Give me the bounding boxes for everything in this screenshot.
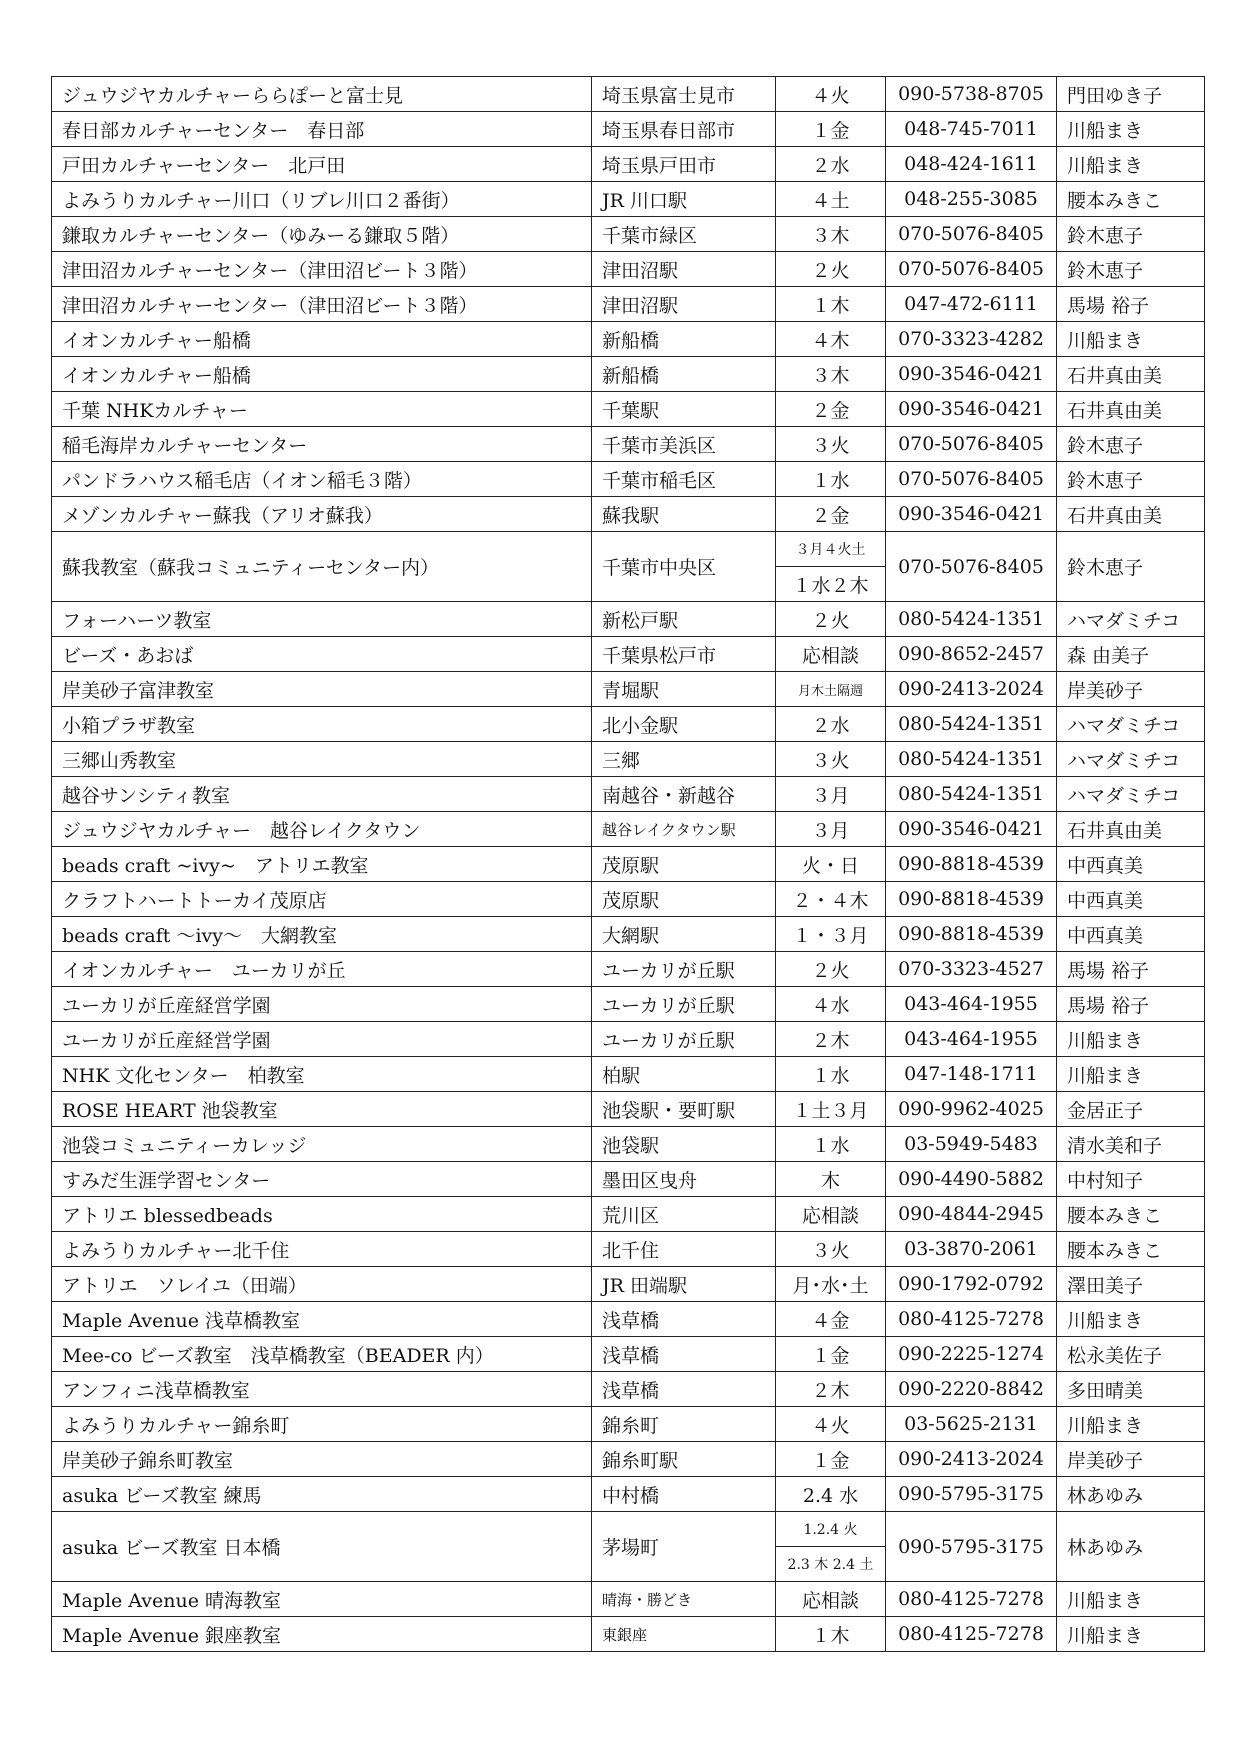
classroom-schedule: ３月 [776, 777, 886, 812]
classroom-schedule: １水 [776, 462, 886, 497]
classroom-schedule: ４火 [776, 77, 886, 112]
classroom-schedule: ２火 [776, 252, 886, 287]
classroom-location: 池袋駅 [592, 1127, 776, 1162]
phone-number: 043-464-1955 [886, 1022, 1057, 1057]
classroom-location: 新船橋 [592, 322, 776, 357]
classroom-location: ユーカリが丘駅 [592, 987, 776, 1022]
table-row [52, 112, 1205, 147]
phone-number: 090-3546-0421 [886, 812, 1057, 847]
table-row [52, 882, 1205, 917]
classroom-schedule: ３火 [776, 427, 886, 462]
table-row [52, 1127, 1205, 1162]
table-row [52, 742, 1205, 777]
teacher-name: 川船まき [1057, 1407, 1205, 1442]
teacher-name: 岸美砂子 [1057, 672, 1205, 707]
teacher-name: 川船まき [1057, 147, 1205, 182]
phone-number: 047-148-1711 [886, 1057, 1057, 1092]
phone-number: 090-3546-0421 [886, 392, 1057, 427]
classroom-location: 青堀駅 [592, 672, 776, 707]
classroom-location: 池袋駅・要町駅 [592, 1092, 776, 1127]
phone-number: 070-5076-8405 [886, 427, 1057, 462]
teacher-name: 馬場 裕子 [1057, 952, 1205, 987]
classroom-name: メゾンカルチャー蘇我（アリオ蘇我） [52, 497, 592, 532]
phone-number: 048-424-1611 [886, 147, 1057, 182]
classroom-name: 稲毛海岸カルチャーセンター [52, 427, 592, 462]
classroom-schedule: １水 [776, 1127, 886, 1162]
phone-number: 047-472-6111 [886, 287, 1057, 322]
classroom-location: 津田沼駅 [592, 287, 776, 322]
classroom-name: beads craft ~ivy~ アトリエ教室 [52, 847, 592, 882]
classroom-name: ジュウジヤカルチャー 越谷レイクタウン [52, 812, 592, 847]
teacher-name: 中西真美 [1057, 882, 1205, 917]
classroom-location: 浅草橋 [592, 1372, 776, 1407]
teacher-name: 石井真由美 [1057, 497, 1205, 532]
classroom-schedule [776, 1512, 886, 1582]
classroom-name: 池袋コミュニティーカレッジ [52, 1127, 592, 1162]
classroom-schedule: ３木 [776, 357, 886, 392]
classroom-schedule: 月･水･土 [776, 1267, 886, 1302]
classroom-schedule: ２金 [776, 497, 886, 532]
classroom-schedule: １木 [776, 1617, 886, 1652]
table-row [52, 1582, 1205, 1617]
classroom-schedule: ４火 [776, 1407, 886, 1442]
teacher-name: 鈴木恵子 [1057, 427, 1205, 462]
classroom-location: 蘇我駅 [592, 497, 776, 532]
table-row [52, 847, 1205, 882]
teacher-name: 松永美佐子 [1057, 1337, 1205, 1372]
phone-number: 090-4490-5882 [886, 1162, 1057, 1197]
classroom-location: JR 川口駅 [592, 182, 776, 217]
teacher-name: 中村知子 [1057, 1162, 1205, 1197]
table-row [52, 147, 1205, 182]
classroom-location: 三郷 [592, 742, 776, 777]
classroom-schedule: ４金 [776, 1302, 886, 1337]
classroom-name: Maple Avenue 銀座教室 [52, 1617, 592, 1652]
classroom-location: 茂原駅 [592, 847, 776, 882]
classroom-location: 千葉市稲毛区 [592, 462, 776, 497]
classroom-name: すみだ生涯学習センター [52, 1162, 592, 1197]
classroom-name: asuka ビーズ教室 練馬 [52, 1477, 592, 1512]
teacher-name: 川船まき [1057, 1617, 1205, 1652]
teacher-name: ハマダミチコ [1057, 602, 1205, 637]
table-row [52, 987, 1205, 1022]
classroom-location: 錦糸町 [592, 1407, 776, 1442]
teacher-name: 中西真美 [1057, 917, 1205, 952]
table-row [52, 357, 1205, 392]
teacher-name: 門田ゆき子 [1057, 77, 1205, 112]
phone-number: 090-2225-1274 [886, 1337, 1057, 1372]
classroom-name: アトリエ ソレイユ（田端） [52, 1267, 592, 1302]
table-row [52, 1302, 1205, 1337]
teacher-name: 川船まき [1057, 1057, 1205, 1092]
teacher-name: 石井真由美 [1057, 357, 1205, 392]
teacher-name: 川船まき [1057, 1302, 1205, 1337]
teacher-name: 多田晴美 [1057, 1372, 1205, 1407]
classroom-name: 春日部カルチャーセンター 春日部 [52, 112, 592, 147]
phone-number: 080-4125-7278 [886, 1582, 1057, 1617]
teacher-name: 馬場 裕子 [1057, 987, 1205, 1022]
table-row [52, 252, 1205, 287]
table-row [52, 1477, 1205, 1512]
table-row [52, 497, 1205, 532]
classroom-location: 埼玉県戸田市 [592, 147, 776, 182]
classroom-location: 千葉市美浜区 [592, 427, 776, 462]
table-row [52, 777, 1205, 812]
phone-number: 090-1792-0792 [886, 1267, 1057, 1302]
phone-number: 090-2220-8842 [886, 1372, 1057, 1407]
classroom-name: NHK 文化センター 柏教室 [52, 1057, 592, 1092]
phone-number: 03-3870-2061 [886, 1232, 1057, 1267]
teacher-name: 川船まき [1057, 322, 1205, 357]
teacher-name: ハマダミチコ [1057, 707, 1205, 742]
classroom-name: アンフィニ浅草橋教室 [52, 1372, 592, 1407]
classroom-name: よみうりカルチャー北千住 [52, 1232, 592, 1267]
phone-number: 090-3546-0421 [886, 357, 1057, 392]
classroom-location: ユーカリが丘駅 [592, 952, 776, 987]
classroom-schedule: ２金 [776, 392, 886, 427]
phone-number: 070-5076-8405 [886, 217, 1057, 252]
classroom-location: 越谷レイクタウン駅 [592, 812, 776, 847]
phone-number: 090-4844-2945 [886, 1197, 1057, 1232]
classroom-schedule: 応相談 [776, 637, 886, 672]
classroom-name: Maple Avenue 浅草橋教室 [52, 1302, 592, 1337]
classroom-name: パンドラハウス稲毛店（イオン稲毛３階） [52, 462, 592, 497]
classroom-location: 千葉県松戸市 [592, 637, 776, 672]
classroom-location: 千葉市緑区 [592, 217, 776, 252]
table-row [52, 392, 1205, 427]
phone-number: 080-4125-7278 [886, 1302, 1057, 1337]
classroom-name: ジュウジヤカルチャーららぽーと富士見 [52, 77, 592, 112]
classroom-location: 北千住 [592, 1232, 776, 1267]
phone-number: 090-5795-3175 [886, 1512, 1057, 1582]
classroom-schedule: １金 [776, 1337, 886, 1372]
classroom-location: 東銀座 [592, 1617, 776, 1652]
classroom-location: 新船橋 [592, 357, 776, 392]
classroom-schedule: 木 [776, 1162, 886, 1197]
table-row [52, 672, 1205, 707]
teacher-name: ハマダミチコ [1057, 742, 1205, 777]
teacher-name: 岸美砂子 [1057, 1442, 1205, 1477]
table-row [52, 637, 1205, 672]
teacher-name: 金居正子 [1057, 1092, 1205, 1127]
phone-number: 070-5076-8405 [886, 532, 1057, 602]
table-row [52, 1372, 1205, 1407]
classroom-name: ROSE HEART 池袋教室 [52, 1092, 592, 1127]
teacher-name: 馬場 裕子 [1057, 287, 1205, 322]
classroom-location: 錦糸町駅 [592, 1442, 776, 1477]
classroom-name: 鎌取カルチャーセンター（ゆみーる鎌取５階） [52, 217, 592, 252]
classroom-schedule: ２木 [776, 1022, 886, 1057]
classroom-location: 北小金駅 [592, 707, 776, 742]
table-row [52, 707, 1205, 742]
phone-number: 090-8818-4539 [886, 847, 1057, 882]
classroom-location: 茅場町 [592, 1512, 776, 1582]
table-row [52, 1057, 1205, 1092]
classroom-name: ビーズ・あおば [52, 637, 592, 672]
teacher-name: 中西真美 [1057, 847, 1205, 882]
classroom-schedule: ３木 [776, 217, 886, 252]
teacher-name: 腰本みきこ [1057, 1197, 1205, 1232]
classroom-name: asuka ビーズ教室 日本橋 [52, 1512, 592, 1582]
phone-number: 080-5424-1351 [886, 707, 1057, 742]
classroom-location: 千葉駅 [592, 392, 776, 427]
classroom-schedule: 応相談 [776, 1197, 886, 1232]
classroom-schedule: ２・４木 [776, 882, 886, 917]
classroom-schedule: ３火 [776, 742, 886, 777]
classroom-name: 岸美砂子富津教室 [52, 672, 592, 707]
phone-number: 043-464-1955 [886, 987, 1057, 1022]
table-row [52, 462, 1205, 497]
table-row [52, 1022, 1205, 1057]
classroom-schedule: ２火 [776, 952, 886, 987]
phone-number: 090-8818-4539 [886, 882, 1057, 917]
phone-number: 080-5424-1351 [886, 742, 1057, 777]
classroom-name: Maple Avenue 晴海教室 [52, 1582, 592, 1617]
phone-number: 03-5625-2131 [886, 1407, 1057, 1442]
table-row [52, 1232, 1205, 1267]
classroom-name: よみうりカルチャー川口（リブレ川口２番街） [52, 182, 592, 217]
classroom-name: 越谷サンシティ教室 [52, 777, 592, 812]
classroom-location: 津田沼駅 [592, 252, 776, 287]
teacher-name: 清水美和子 [1057, 1127, 1205, 1162]
classroom-name: 戸田カルチャーセンター 北戸田 [52, 147, 592, 182]
phone-number: 070-3323-4527 [886, 952, 1057, 987]
classroom-location: 浅草橋 [592, 1337, 776, 1372]
classroom-name: 岸美砂子錦糸町教室 [52, 1442, 592, 1477]
teacher-name: 鈴木恵子 [1057, 532, 1205, 602]
classroom-schedule: ２水 [776, 147, 886, 182]
classroom-name: ユーカリが丘産経営学園 [52, 987, 592, 1022]
classroom-schedule: ２木 [776, 1372, 886, 1407]
classroom-schedule: １土３月 [776, 1092, 886, 1127]
classroom-name: 津田沼カルチャーセンター（津田沼ビート３階） [52, 287, 592, 322]
classroom-table-body [52, 77, 1205, 1652]
classroom-name: 蘇我教室（蘇我コミュニティーセンター内） [52, 532, 592, 602]
classroom-schedule: ４木 [776, 322, 886, 357]
table-row [52, 1617, 1205, 1652]
table-row [52, 1337, 1205, 1372]
table-row [52, 1267, 1205, 1302]
phone-number: 070-5076-8405 [886, 252, 1057, 287]
phone-number: 090-8818-4539 [886, 917, 1057, 952]
classroom-name: 三郷山秀教室 [52, 742, 592, 777]
classroom-name: beads craft 〜ivy〜 大網教室 [52, 917, 592, 952]
table-row [52, 1407, 1205, 1442]
table-row [52, 602, 1205, 637]
classroom-schedule: ３火 [776, 1232, 886, 1267]
table-row [52, 182, 1205, 217]
table-row [52, 287, 1205, 322]
classroom-name: イオンカルチャー船橋 [52, 357, 592, 392]
table-row [52, 1512, 1205, 1582]
classroom-schedule [776, 532, 886, 602]
phone-number: 048-255-3085 [886, 182, 1057, 217]
teacher-name: 鈴木恵子 [1057, 462, 1205, 497]
classroom-name: フォーハーツ教室 [52, 602, 592, 637]
phone-number: 03-5949-5483 [886, 1127, 1057, 1162]
teacher-name: 澤田美子 [1057, 1267, 1205, 1302]
classroom-schedule: 月木土隔週 [776, 672, 886, 707]
classroom-schedule: １金 [776, 1442, 886, 1477]
classroom-location: 大網駅 [592, 917, 776, 952]
phone-number: 090-5738-8705 [886, 77, 1057, 112]
phone-number: 070-5076-8405 [886, 462, 1057, 497]
classroom-location: 南越谷・新越谷 [592, 777, 776, 812]
classroom-schedule: 2.4 水 [776, 1477, 886, 1512]
classroom-schedule: 応相談 [776, 1582, 886, 1617]
table-row [52, 427, 1205, 462]
schedule-line-2: 2.3 木 2.4 土 [787, 1557, 874, 1573]
phone-number: 070-3323-4282 [886, 322, 1057, 357]
phone-number: 080-5424-1351 [886, 602, 1057, 637]
teacher-name: 鈴木恵子 [1057, 252, 1205, 287]
teacher-name: 鈴木恵子 [1057, 217, 1205, 252]
schedule-line-1: ３月４火土 [776, 532, 885, 567]
table-row [52, 322, 1205, 357]
classroom-location: JR 田端駅 [592, 1267, 776, 1302]
classroom-name: 津田沼カルチャーセンター（津田沼ビート３階） [52, 252, 592, 287]
phone-number: 090-5795-3175 [886, 1477, 1057, 1512]
phone-number: 080-5424-1351 [886, 777, 1057, 812]
classroom-name: 小箱プラザ教室 [52, 707, 592, 742]
teacher-name: 森 由美子 [1057, 637, 1205, 672]
phone-number: 090-2413-2024 [886, 672, 1057, 707]
table-row [52, 917, 1205, 952]
classroom-schedule: １木 [776, 287, 886, 322]
classroom-schedule: 火・日 [776, 847, 886, 882]
table-row [52, 1162, 1205, 1197]
classroom-name: Mee-co ビーズ教室 浅草橋教室（BEADER 内） [52, 1337, 592, 1372]
classroom-schedule: ２水 [776, 707, 886, 742]
phone-number: 048-745-7011 [886, 112, 1057, 147]
classroom-name: アトリエ blessedbeads [52, 1197, 592, 1232]
teacher-name: 川船まき [1057, 1582, 1205, 1617]
classroom-name: イオンカルチャー ユーカリが丘 [52, 952, 592, 987]
classroom-location: 柏駅 [592, 1057, 776, 1092]
classroom-schedule: １水 [776, 1057, 886, 1092]
schedule-line-1: 1.2.4 火 [776, 1512, 885, 1547]
classroom-location: 新松戸駅 [592, 602, 776, 637]
classroom-name: 千葉 NHKカルチャー [52, 392, 592, 427]
classroom-schedule: １金 [776, 112, 886, 147]
classroom-schedule: ２火 [776, 602, 886, 637]
classroom-location: 中村橋 [592, 1477, 776, 1512]
table-row [52, 1092, 1205, 1127]
phone-number: 090-3546-0421 [886, 497, 1057, 532]
table-row [52, 1197, 1205, 1232]
classroom-location: 晴海・勝どき [592, 1582, 776, 1617]
classroom-schedule: ４水 [776, 987, 886, 1022]
classroom-location: 墨田区曳舟 [592, 1162, 776, 1197]
table-row [52, 77, 1205, 112]
teacher-name: ハマダミチコ [1057, 777, 1205, 812]
teacher-name: 石井真由美 [1057, 812, 1205, 847]
phone-number: 080-4125-7278 [886, 1617, 1057, 1652]
classroom-schedule: ３月 [776, 812, 886, 847]
teacher-name: 腰本みきこ [1057, 1232, 1205, 1267]
teacher-name: 腰本みきこ [1057, 182, 1205, 217]
classroom-name: イオンカルチャー船橋 [52, 322, 592, 357]
classroom-table [51, 76, 1205, 1652]
classroom-location: ユーカリが丘駅 [592, 1022, 776, 1057]
phone-number: 090-9962-4025 [886, 1092, 1057, 1127]
classroom-name: よみうりカルチャー錦糸町 [52, 1407, 592, 1442]
teacher-name: 林あゆみ [1057, 1477, 1205, 1512]
table-row [52, 1442, 1205, 1477]
classroom-name: ユーカリが丘産経営学園 [52, 1022, 592, 1057]
teacher-name: 石井真由美 [1057, 392, 1205, 427]
teacher-name: 川船まき [1057, 1022, 1205, 1057]
classroom-location: 埼玉県春日部市 [592, 112, 776, 147]
classroom-name: クラフトハートトーカイ茂原店 [52, 882, 592, 917]
phone-number: 090-8652-2457 [886, 637, 1057, 672]
table-row [52, 952, 1205, 987]
teacher-name: 林あゆみ [1057, 1512, 1205, 1582]
classroom-location: 茂原駅 [592, 882, 776, 917]
classroom-schedule: １・３月 [776, 917, 886, 952]
table-row [52, 217, 1205, 252]
phone-number: 090-2413-2024 [886, 1442, 1057, 1477]
classroom-location: 埼玉県富士見市 [592, 77, 776, 112]
classroom-schedule: ４土 [776, 182, 886, 217]
classroom-location: 浅草橋 [592, 1302, 776, 1337]
classroom-location: 荒川区 [592, 1197, 776, 1232]
schedule-line-2: １水２木 [792, 574, 869, 597]
table-row [52, 812, 1205, 847]
classroom-location: 千葉市中央区 [592, 532, 776, 602]
teacher-name: 川船まき [1057, 112, 1205, 147]
table-row [52, 532, 1205, 602]
